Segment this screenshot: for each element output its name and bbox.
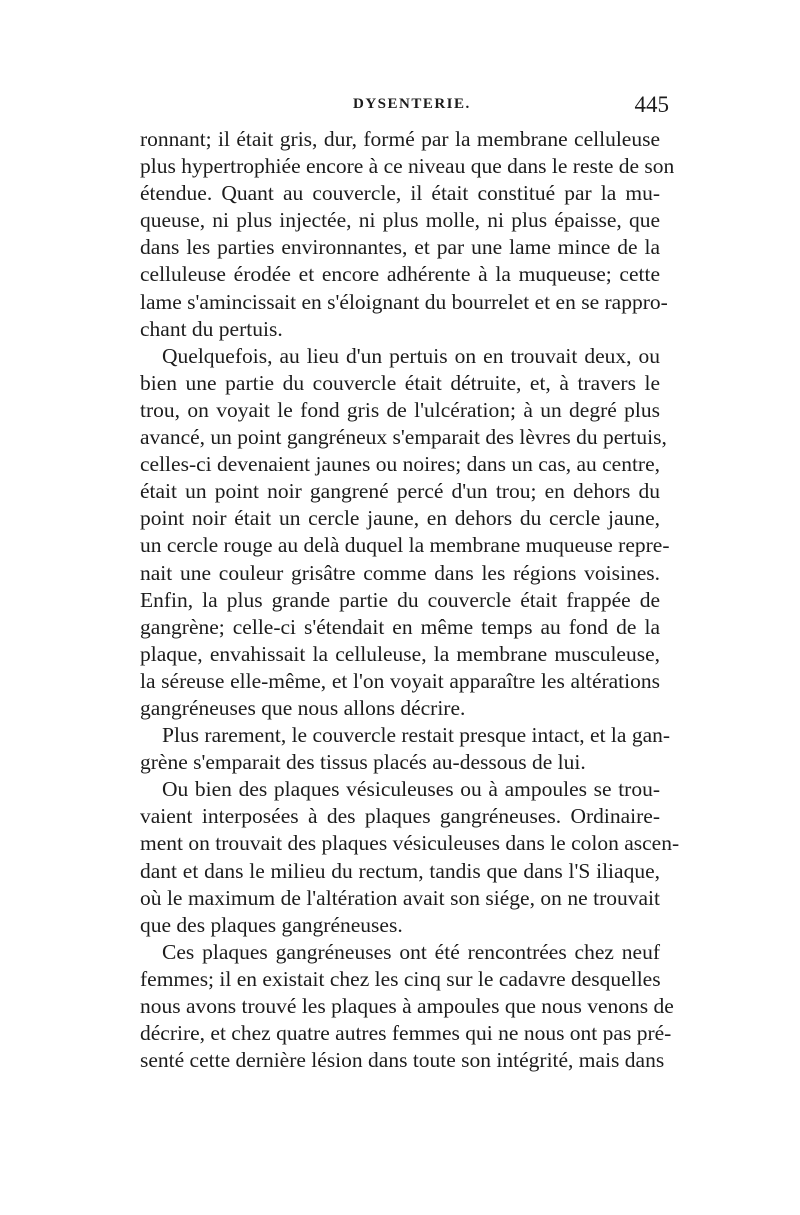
text-line: senté cette dernière lésion dans toute son intégrité, mais dans: [140, 1048, 665, 1073]
text-line: était un point noir gangrené percé d'un trou; en dehors du: [140, 479, 660, 504]
text-line: femmes; il en existait chez les cinq sur le cadavre desquelles: [140, 966, 661, 991]
text-line: point noir était un cercle jaune, en dehors du cercle jaune,: [140, 506, 660, 531]
text-line: nous avons trouvé les plaques à ampoules que nous venons de: [140, 994, 674, 1018]
text-line: nait une couleur grisâtre comme dans les régions voisines.: [140, 560, 660, 585]
text-line: vaient interposées à des plaques gangréneuses. Ordinaire-: [140, 804, 660, 829]
text-line: celluleuse érodée et encore adhérente à la muqueuse; cette: [140, 262, 660, 287]
body-text: [140, 126, 680, 1074]
text-line: queuse, ni plus injectée, ni plus molle, ni plus épaisse, que: [140, 208, 660, 233]
text-line: Ou bien des plaques vésiculeuses ou à ampoules se trou-: [162, 777, 660, 802]
page-header: [140, 92, 675, 120]
text-line: dans les parties environnantes, et par une lame mince de la: [140, 235, 660, 260]
text-line: où le maximum de l'altération avait son siége, on ne trouvait: [140, 885, 660, 910]
text-line: trou, on voyait le fond gris de l'ulcération; à un degré plus: [140, 397, 660, 422]
page-number: 445: [634, 92, 669, 117]
text-line: Ces plaques gangréneuses ont été rencontrées chez neuf: [162, 939, 660, 964]
text-line: grène s'emparait des tissus placés au-dessous de lui.: [140, 750, 586, 775]
text-line: étendue. Quant au couvercle, il était constitué par la mu-: [140, 181, 660, 206]
text-line: plus hypertrophiée encore à ce niveau que dans le reste de son: [140, 154, 675, 179]
text-line: Quelquefois, au lieu d'un pertuis on en trouvait deux, ou: [162, 343, 660, 368]
text-line: bien une partie du couvercle était détruite, et, à travers le: [140, 370, 660, 395]
text-line: dant et dans le milieu du rectum, tandis que dans l'S iliaque,: [140, 858, 660, 883]
text-line: ment on trouvait des plaques vésiculeuses dans le colon ascen-: [140, 831, 680, 856]
text-line: que des plaques gangréneuses.: [140, 912, 403, 937]
text-line: ronnant; il était gris, dur, formé par la membrane celluleuse: [140, 127, 660, 151]
running-head: DYSENTERIE.: [353, 96, 471, 112]
text-line: la séreuse elle-même, et l'on voyait apparaître les altérations: [140, 668, 660, 693]
text-line: Plus rarement, le couvercle restait presque intact, et la gan-: [162, 723, 671, 748]
text-line: chant du pertuis.: [140, 316, 283, 341]
text-line: lame s'amincissait en s'éloignant du bourrelet et en se rappro-: [140, 289, 668, 314]
text-line: avancé, un point gangréneux s'emparait des lèvres du pertuis,: [140, 425, 667, 450]
text-line: celles-ci devenaient jaunes ou noires; dans un cas, au centre,: [140, 452, 660, 477]
text-line: un cercle rouge au delà duquel la membrane muqueuse repre-: [140, 533, 670, 558]
text-line: gangréneuses que nous allons décrire.: [140, 695, 466, 720]
text-line: gangrène; celle-ci s'étendait en même temps au fond de la: [140, 614, 660, 639]
text-line: décrire, et chez quatre autres femmes qui ne nous ont pas pré-: [140, 1021, 672, 1046]
text-line: plaque, envahissait la celluleuse, la membrane musculeuse,: [140, 641, 660, 666]
text-line: Enfin, la plus grande partie du couvercle était frappée de: [140, 587, 660, 612]
